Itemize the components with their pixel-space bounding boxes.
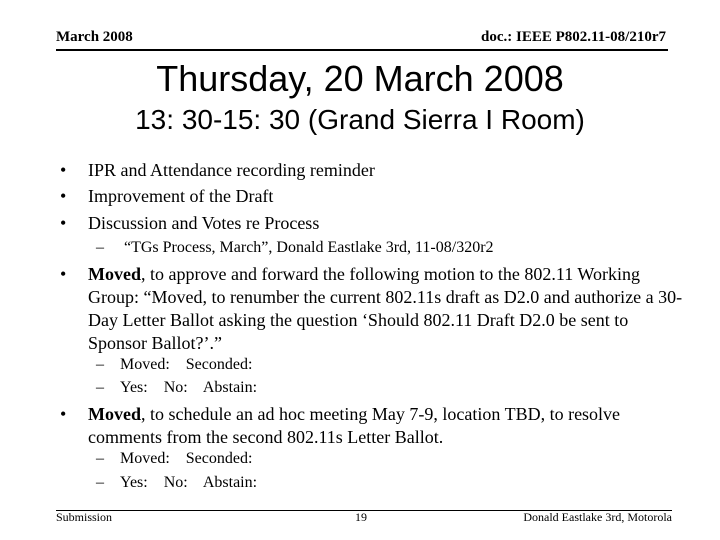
footer-author: Donald Eastlake 3rd, Motorola <box>523 510 672 524</box>
sub-bullet-text: “TGs Process, March”, Donald Eastlake 3rd, 11-08/320r2 <box>124 239 494 256</box>
bullet-text: Discussion and Votes re Process <box>88 213 320 233</box>
moved-label: Moved <box>88 404 141 424</box>
dash-glyph: – <box>96 356 104 373</box>
bullet-glyph: • <box>60 404 67 424</box>
dash-glyph: – <box>96 239 104 256</box>
bullet-glyph: • <box>60 186 67 206</box>
bullet-glyph: • <box>60 264 67 284</box>
sub-bullet-text: Moved: Seconded: <box>120 356 253 373</box>
bullet-text: Improvement of the Draft <box>88 186 274 206</box>
bullet-text <box>88 403 688 449</box>
bullet-glyph: • <box>60 213 67 233</box>
header-doc-id: doc.: IEEE P802.11-08/210r7 <box>480 29 666 45</box>
dash-glyph: – <box>96 474 104 491</box>
sub-bullet-text: Yes: No: Abstain: <box>120 379 258 396</box>
dash-glyph: – <box>96 379 104 396</box>
header-date: March 2008 <box>56 29 133 45</box>
moved-label: Moved <box>88 264 141 284</box>
bullet-text: IPR and Attendance recording reminder <box>88 160 375 180</box>
sub-bullet-text: Yes: No: Abstain: <box>120 474 258 491</box>
footer-submission: Submission <box>56 510 113 524</box>
bullet-text <box>88 263 688 355</box>
motion-text: , to approve and forward the following motion to the 802.11 Working Group: “Moved, to renumber the current 802.11s draft as D2.0 and authorize a 30-Day Letter Ballot asking the question ‘Should 802.11 Draft D2.0 be sent to Sponsor Ballot?’.” <box>88 264 683 353</box>
sub-bullet-text: Moved: Seconded: <box>120 450 253 467</box>
motion-text: , to schedule an ad hoc meeting May 7-9, location TBD, to resolve comments from the second 802.11s Letter Ballot. <box>88 404 621 447</box>
header-rule <box>56 49 668 51</box>
slide-subtitle: 13: 30-15: 30 (Grand Sierra I Room) <box>135 104 585 135</box>
bullet-glyph: • <box>60 160 67 180</box>
dash-glyph: – <box>96 450 104 467</box>
footer-page-number: 19 <box>355 510 367 524</box>
slide-title: Thursday, 20 March 2008 <box>156 58 564 99</box>
